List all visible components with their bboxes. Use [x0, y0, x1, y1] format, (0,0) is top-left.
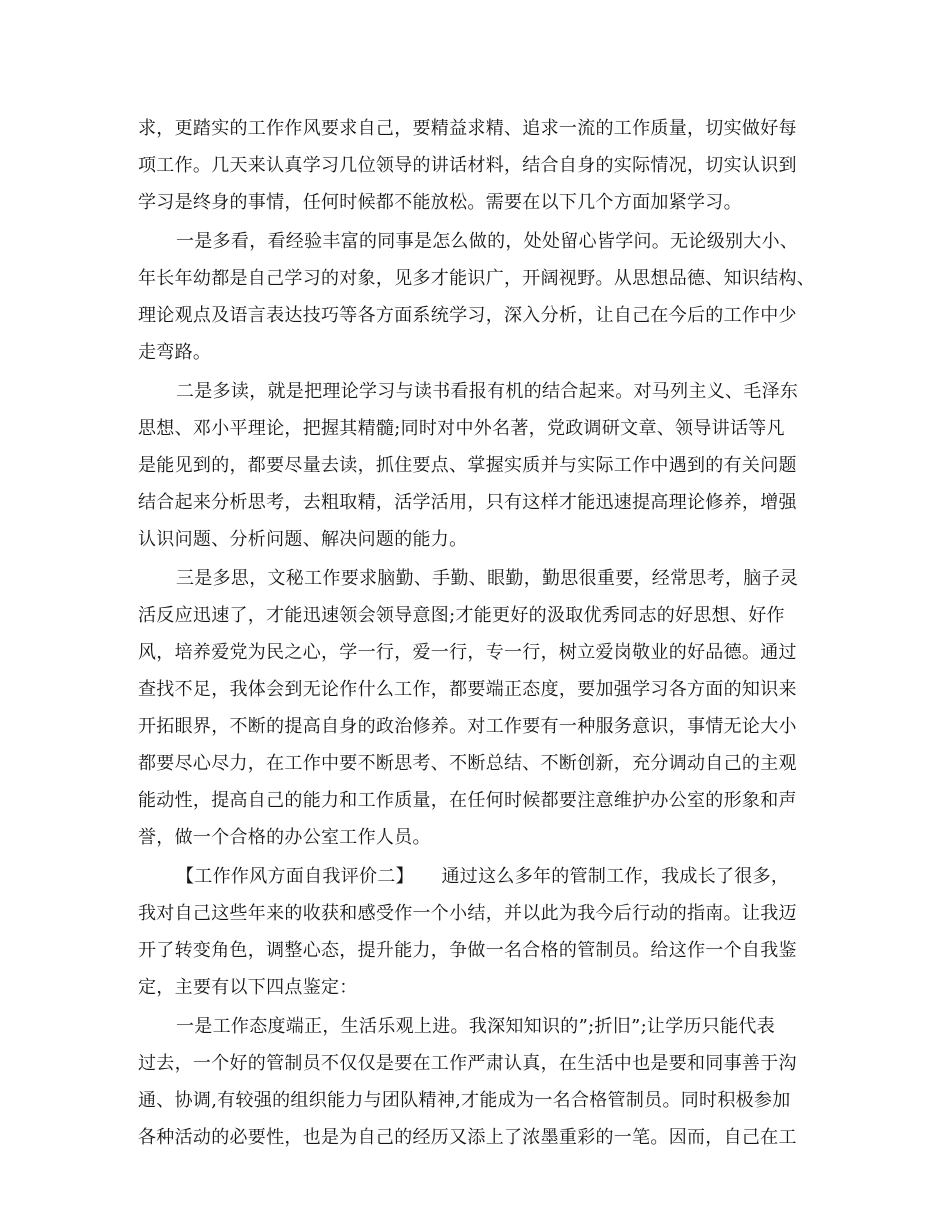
text-line: 活反应迅速了，才能迅速领会领导意图;才能更好的汲取优秀同志的好思想、好作 — [138, 605, 785, 626]
text-line: 年长年幼都是自己学习的对象，见多才能识广，开阔视野。从思想品德、知识结构、 — [138, 268, 816, 289]
text-line: 三是多思，文秘工作要求脑勤、手勤、眼勤，勤思很重要，经常思考，脑子灵 — [176, 568, 799, 589]
text-line: 誉，做一个合格的办公室工作人员。 — [138, 827, 431, 848]
text-line: 风，培养爱党为民之心，学一行，爱一行，专一行，树立爱岗敬业的好品德。通过 — [138, 642, 797, 663]
text-line: 走弯路。 — [138, 342, 212, 363]
text-line: 是能见到的，都要尽量去读，抓住要点、掌握实质并与实际工作中遇到的有关问题 — [138, 455, 797, 476]
text-line: 定，主要有以下四点鉴定： — [138, 977, 358, 998]
text-line: 能动性，提高自己的能力和工作质量，在任何时候都要注意维护办公室的形象和声 — [138, 790, 797, 811]
text-line: 二是多读，就是把理论学习与读书看报有机的结合起来。对马列主义、毛泽东 — [176, 381, 799, 402]
text-line: 查找不足，我体会到无论作什么工作，都要端正态度，要加强学习各方面的知识来 — [138, 679, 797, 700]
text-line: 理论观点及语言表达技巧等各方面系统学习，深入分析，让自己在今后的工作中少 — [138, 305, 797, 326]
text-line: 认识问题、分析问题、解决问题的能力。 — [138, 529, 468, 550]
text-line: 求，更踏实的工作作风要求自己，要精益求精、追求一流的工作质量，切实做好每 — [138, 118, 797, 139]
text-line: 我对自己这些年来的收获和感受作一个小结，并以此为我今后行动的指南。让我迈 — [138, 903, 797, 924]
text-line: 开拓眼界，不断的提高自身的政治修养。对工作要有一种服务意识，事情无论大小 — [138, 716, 797, 737]
text-line: 通、协调,有较强的组织能力与团队精神,才能成为一名合格管制员。同时积极参加 — [138, 1090, 791, 1111]
text-line: 思想、邓小平理论，把握其精髓;同时对中外名著，党政调研文章、领导讲话等凡 — [138, 418, 785, 439]
text-line: 项工作。几天来认真学习几位领导的讲话材料，结合自身的实际情况，切实认识到 — [138, 155, 797, 176]
text-line: 过去，一个好的管制员不仅仅是要在工作严肃认真，在生活中也是要和同事善于沟 — [138, 1053, 797, 1074]
text-line: 结合起来分析思考，去粗取精，活学活用，只有这样才能迅速提高理论修养，增强 — [138, 492, 797, 513]
text-line: 开了转变角色，调整心态，提升能力，争做一名合格的管制员。给这作一个自我鉴 — [138, 940, 797, 961]
text-line: 一是工作态度端正，生活乐观上进。我深知知识的”;折旧”;让学历只能代表 — [176, 1016, 776, 1037]
text-line: 学习是终身的事情，任何时候都不能放松。需要在以下几个方面加紧学习。 — [138, 192, 742, 213]
text-line: 都要尽心尽力，在工作中要不断思考、不断总结、不断创新，充分调动自己的主观 — [138, 753, 797, 774]
text-line: 各种活动的必要性，也是为自己的经历又添上了浓墨重彩的一笔。因而，自己在工 — [138, 1127, 797, 1148]
text-line: 一是多看，看经验丰富的同事是怎么做的，处处留心皆学问。无论级别大小、 — [176, 231, 799, 252]
section-heading-line: 【工作作风方面自我评价二】 通过这么多年的管制工作，我成长了很多， — [176, 866, 790, 887]
